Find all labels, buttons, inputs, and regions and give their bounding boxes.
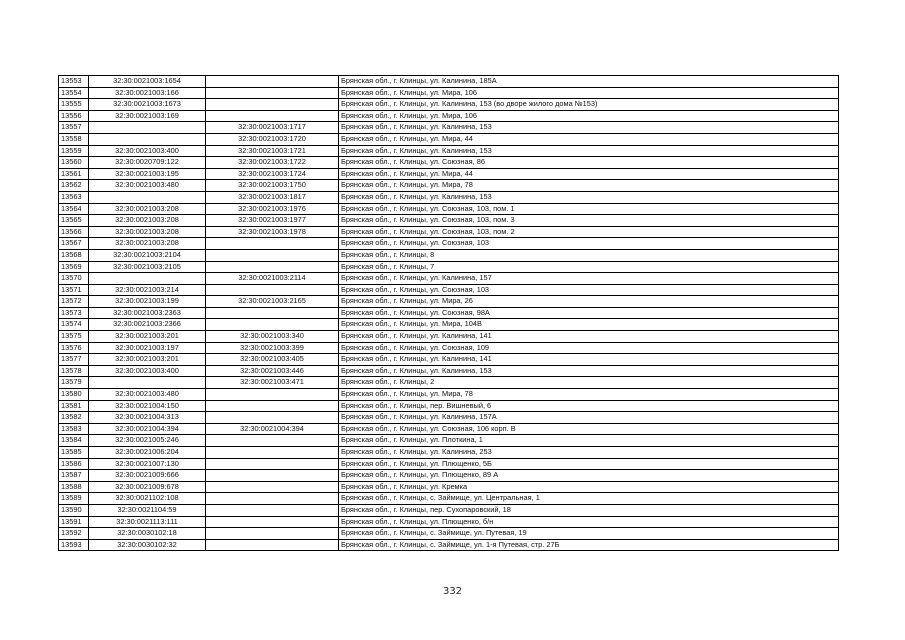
row-number-cell: 13569 xyxy=(59,261,89,273)
related-cadastral-number-cell xyxy=(206,76,339,88)
row-number-cell: 13592 xyxy=(59,528,89,540)
table-row xyxy=(59,191,839,203)
table-row xyxy=(59,458,839,470)
table-row xyxy=(59,481,839,493)
related-cadastral-number-cell: 32:30:0021003:399 xyxy=(206,342,339,354)
table-row xyxy=(59,342,839,354)
cadastral-number-cell: 32:30:0030102:18 xyxy=(89,528,206,540)
row-number-cell: 13567 xyxy=(59,238,89,250)
address-cell: Брянская обл., г. Клинцы, ул. Плющенко, б/н xyxy=(339,516,839,528)
related-cadastral-number-cell: 32:30:0021003:1978 xyxy=(206,226,339,238)
address-cell: Брянская обл., г. Клинцы, ул. Мира, 44 xyxy=(339,168,839,180)
table-row xyxy=(59,180,839,192)
table-row xyxy=(59,238,839,250)
row-number-cell: 13590 xyxy=(59,504,89,516)
row-number-cell: 13582 xyxy=(59,412,89,424)
related-cadastral-number-cell: 32:30:0021003:1721 xyxy=(206,145,339,157)
address-cell: Брянская обл., г. Клинцы, ул. Кремка xyxy=(339,481,839,493)
row-number-cell: 13558 xyxy=(59,133,89,145)
cadastral-number-cell: 32:30:0021009:678 xyxy=(89,481,206,493)
cadastral-number-cell: 32:30:0021113:111 xyxy=(89,516,206,528)
table-row xyxy=(59,157,839,169)
address-cell: Брянская обл., г. Клинцы, 8 xyxy=(339,249,839,261)
row-number-cell: 13564 xyxy=(59,203,89,215)
cadastral-number-cell: 32:30:0021003:199 xyxy=(89,296,206,308)
related-cadastral-number-cell xyxy=(206,400,339,412)
related-cadastral-number-cell xyxy=(206,110,339,122)
related-cadastral-number-cell xyxy=(206,389,339,401)
table-row xyxy=(59,226,839,238)
related-cadastral-number-cell xyxy=(206,99,339,111)
address-cell: Брянская обл., г. Клинцы, ул. Союзная, 103, пом. 1 xyxy=(339,203,839,215)
table-row xyxy=(59,516,839,528)
cadastral-number-cell: 32:30:0021006:204 xyxy=(89,447,206,459)
table-row xyxy=(59,389,839,401)
row-number-cell: 13576 xyxy=(59,342,89,354)
address-cell: Брянская обл., г. Клинцы, ул. Союзная, 98А xyxy=(339,307,839,319)
cadastral-number-cell: 32:30:0021003:2104 xyxy=(89,249,206,261)
row-number-cell: 13559 xyxy=(59,145,89,157)
address-cell: Брянская обл., г. Клинцы, ул. Мира, 44 xyxy=(339,133,839,145)
row-number-cell: 13585 xyxy=(59,447,89,459)
related-cadastral-number-cell xyxy=(206,319,339,331)
related-cadastral-number-cell xyxy=(206,493,339,505)
registry-table-body xyxy=(59,76,839,551)
address-cell: Брянская обл., г. Клинцы, 7 xyxy=(339,261,839,273)
table-row xyxy=(59,296,839,308)
address-cell: Брянская обл., г. Клинцы, ул. Мира, 78 xyxy=(339,180,839,192)
cadastral-number-cell: 32:30:0021003:480 xyxy=(89,180,206,192)
address-cell: Брянская обл., г. Клинцы, с. Займище, ул. 1-я Путевая, стр. 27Б xyxy=(339,539,839,551)
related-cadastral-number-cell xyxy=(206,238,339,250)
address-cell: Брянская обл., г. Клинцы, с. Займище, ул. Путевая, 19 xyxy=(339,528,839,540)
cadastral-number-cell xyxy=(89,191,206,203)
table-row xyxy=(59,539,839,551)
address-cell: Брянская обл., г. Клинцы, ул. Союзная, 103 xyxy=(339,238,839,250)
cadastral-number-cell: 32:30:0021003:208 xyxy=(89,238,206,250)
related-cadastral-number-cell xyxy=(206,447,339,459)
table-row xyxy=(59,447,839,459)
table-row xyxy=(59,133,839,145)
related-cadastral-number-cell: 32:30:0021003:1976 xyxy=(206,203,339,215)
row-number-cell: 13574 xyxy=(59,319,89,331)
table-row xyxy=(59,99,839,111)
registry-sheet xyxy=(58,75,839,551)
table-row xyxy=(59,110,839,122)
related-cadastral-number-cell: 32:30:0021003:340 xyxy=(206,331,339,343)
address-cell: Брянская обл., г. Клинцы, ул. Калинина, 153 xyxy=(339,365,839,377)
table-row xyxy=(59,423,839,435)
related-cadastral-number-cell: 32:30:0021003:471 xyxy=(206,377,339,389)
cadastral-number-cell: 32:30:0021003:400 xyxy=(89,365,206,377)
related-cadastral-number-cell: 32:30:0021003:1817 xyxy=(206,191,339,203)
row-number-cell: 13589 xyxy=(59,493,89,505)
address-cell: Брянская обл., г. Клинцы, ул. Союзная, 103 xyxy=(339,284,839,296)
address-cell: Брянская обл., г. Клинцы, ул. Калинина, 157 xyxy=(339,273,839,285)
page-number: 332 xyxy=(442,586,463,597)
cadastral-number-cell: 32:30:0021104:59 xyxy=(89,504,206,516)
row-number-cell: 13573 xyxy=(59,307,89,319)
row-number-cell: 13557 xyxy=(59,122,89,134)
table-row xyxy=(59,504,839,516)
cadastral-number-cell: 32:30:0021003:2105 xyxy=(89,261,206,273)
related-cadastral-number-cell xyxy=(206,435,339,447)
related-cadastral-number-cell: 32:30:0021004:394 xyxy=(206,423,339,435)
related-cadastral-number-cell xyxy=(206,261,339,273)
related-cadastral-number-cell xyxy=(206,284,339,296)
address-cell: Брянская обл., г. Клинцы, ул. Мира, 26 xyxy=(339,296,839,308)
table-row xyxy=(59,412,839,424)
address-cell: Брянская обл., г. Клинцы, ул. Мира, 78 xyxy=(339,389,839,401)
related-cadastral-number-cell xyxy=(206,539,339,551)
table-row xyxy=(59,249,839,261)
related-cadastral-number-cell xyxy=(206,307,339,319)
cadastral-number-cell: 32:30:0021003:214 xyxy=(89,284,206,296)
cadastral-number-cell: 32:30:0021003:166 xyxy=(89,87,206,99)
address-cell: Брянская обл., г. Клинцы, пер. Сухопаровский, 18 xyxy=(339,504,839,516)
table-row xyxy=(59,215,839,227)
cadastral-number-cell: 32:30:0021007:130 xyxy=(89,458,206,470)
table-row xyxy=(59,307,839,319)
address-cell: Брянская обл., г. Клинцы, ул. Калинина, 153 xyxy=(339,122,839,134)
address-cell: Брянская обл., г. Клинцы, ул. Союзная, 86 xyxy=(339,157,839,169)
related-cadastral-number-cell: 32:30:0021003:446 xyxy=(206,365,339,377)
cadastral-number-cell: 32:30:0021003:2366 xyxy=(89,319,206,331)
cadastral-number-cell xyxy=(89,273,206,285)
address-cell: Брянская обл., г. Клинцы, ул. Плющенко, 5Б xyxy=(339,458,839,470)
table-row xyxy=(59,377,839,389)
related-cadastral-number-cell xyxy=(206,504,339,516)
row-number-cell: 13554 xyxy=(59,87,89,99)
cadastral-number-cell: 32:30:0020709:122 xyxy=(89,157,206,169)
related-cadastral-number-cell: 32:30:0021003:1977 xyxy=(206,215,339,227)
row-number-cell: 13591 xyxy=(59,516,89,528)
related-cadastral-number-cell xyxy=(206,249,339,261)
row-number-cell: 13593 xyxy=(59,539,89,551)
address-cell: Брянская обл., г. Клинцы, ул. Плоткина, 1 xyxy=(339,435,839,447)
address-cell: Брянская обл., г. Клинцы, ул. Калинина, 141 xyxy=(339,354,839,366)
row-number-cell: 13577 xyxy=(59,354,89,366)
table-row xyxy=(59,435,839,447)
address-cell: Брянская обл., г. Клинцы, ул. Калинина, 141 xyxy=(339,331,839,343)
related-cadastral-number-cell xyxy=(206,516,339,528)
table-row xyxy=(59,76,839,88)
cadastral-number-cell xyxy=(89,377,206,389)
row-number-cell: 13578 xyxy=(59,365,89,377)
cadastral-number-cell xyxy=(89,122,206,134)
related-cadastral-number-cell xyxy=(206,458,339,470)
row-number-cell: 13570 xyxy=(59,273,89,285)
table-row xyxy=(59,470,839,482)
address-cell: Брянская обл., г. Клинцы, пер. Вишневый, 6 xyxy=(339,400,839,412)
cadastral-number-cell: 32:30:0021009:666 xyxy=(89,470,206,482)
table-row xyxy=(59,493,839,505)
related-cadastral-number-cell: 32:30:0021003:2114 xyxy=(206,273,339,285)
address-cell: Брянская обл., г. Клинцы, ул. Союзная, 103, пом. 2 xyxy=(339,226,839,238)
address-cell: Брянская обл., г. Клинцы, ул. Калинина, 153 xyxy=(339,145,839,157)
row-number-cell: 13562 xyxy=(59,180,89,192)
table-row xyxy=(59,145,839,157)
cadastral-number-cell: 32:30:0021003:208 xyxy=(89,203,206,215)
row-number-cell: 13584 xyxy=(59,435,89,447)
related-cadastral-number-cell: 32:30:0021003:405 xyxy=(206,354,339,366)
table-row xyxy=(59,273,839,285)
row-number-cell: 13560 xyxy=(59,157,89,169)
cadastral-number-cell: 32:30:0021003:201 xyxy=(89,354,206,366)
cadastral-number-cell: 32:30:0021003:208 xyxy=(89,215,206,227)
address-cell: Брянская обл., г. Клинцы, ул. Союзная, 106 корп. В xyxy=(339,423,839,435)
row-number-cell: 13561 xyxy=(59,168,89,180)
related-cadastral-number-cell: 32:30:0021003:1720 xyxy=(206,133,339,145)
address-cell: Брянская обл., г. Клинцы, ул. Союзная, 103, пом. 3 xyxy=(339,215,839,227)
row-number-cell: 13571 xyxy=(59,284,89,296)
table-row xyxy=(59,168,839,180)
row-number-cell: 13568 xyxy=(59,249,89,261)
row-number-cell: 13588 xyxy=(59,481,89,493)
cadastral-number-cell: 32:30:0021003:480 xyxy=(89,389,206,401)
address-cell: Брянская обл., г. Клинцы, ул. Калинина, 153 (во дворе жилого дома №153) xyxy=(339,99,839,111)
row-number-cell: 13555 xyxy=(59,99,89,111)
address-cell: Брянская обл., г. Клинцы, с. Займище, ул. Центральная, 1 xyxy=(339,493,839,505)
cadastral-number-cell: 32:30:0021003:2363 xyxy=(89,307,206,319)
row-number-cell: 13581 xyxy=(59,400,89,412)
registry-table xyxy=(58,75,839,551)
address-cell: Брянская обл., г. Клинцы, ул. Союзная, 109 xyxy=(339,342,839,354)
related-cadastral-number-cell: 32:30:0021003:1717 xyxy=(206,122,339,134)
table-row xyxy=(59,122,839,134)
table-row xyxy=(59,203,839,215)
row-number-cell: 13580 xyxy=(59,389,89,401)
cadastral-number-cell: 32:30:0021004:150 xyxy=(89,400,206,412)
table-row xyxy=(59,400,839,412)
cadastral-number-cell: 32:30:0021003:197 xyxy=(89,342,206,354)
cadastral-number-cell xyxy=(89,133,206,145)
row-number-cell: 13565 xyxy=(59,215,89,227)
table-row xyxy=(59,354,839,366)
related-cadastral-number-cell xyxy=(206,470,339,482)
cadastral-number-cell: 32:30:0021004:394 xyxy=(89,423,206,435)
row-number-cell: 13583 xyxy=(59,423,89,435)
address-cell: Брянская обл., г. Клинцы, ул. Калинина, 253 xyxy=(339,447,839,459)
address-cell: Брянская обл., г. Клинцы, ул. Калинина, 157А xyxy=(339,412,839,424)
cadastral-number-cell: 32:30:0021003:208 xyxy=(89,226,206,238)
row-number-cell: 13572 xyxy=(59,296,89,308)
address-cell: Брянская обл., г. Клинцы, ул. Калинина, 153 xyxy=(339,191,839,203)
cadastral-number-cell: 32:30:0021003:195 xyxy=(89,168,206,180)
table-row xyxy=(59,319,839,331)
row-number-cell: 13586 xyxy=(59,458,89,470)
table-row xyxy=(59,365,839,377)
table-row xyxy=(59,261,839,273)
address-cell: Брянская обл., г. Клинцы, ул. Мира, 106 xyxy=(339,110,839,122)
row-number-cell: 13556 xyxy=(59,110,89,122)
cadastral-number-cell: 32:30:0021004:313 xyxy=(89,412,206,424)
address-cell: Брянская обл., г. Клинцы, ул. Мира, 106 xyxy=(339,87,839,99)
row-number-cell: 13575 xyxy=(59,331,89,343)
related-cadastral-number-cell xyxy=(206,412,339,424)
related-cadastral-number-cell xyxy=(206,528,339,540)
related-cadastral-number-cell xyxy=(206,481,339,493)
table-row xyxy=(59,331,839,343)
row-number-cell: 13566 xyxy=(59,226,89,238)
address-cell: Брянская обл., г. Клинцы, ул. Мира, 104В xyxy=(339,319,839,331)
cadastral-number-cell: 32:30:0021003:1654 xyxy=(89,76,206,88)
table-row xyxy=(59,528,839,540)
related-cadastral-number-cell: 32:30:0021003:2165 xyxy=(206,296,339,308)
row-number-cell: 13579 xyxy=(59,377,89,389)
cadastral-number-cell: 32:30:0030102:32 xyxy=(89,539,206,551)
related-cadastral-number-cell: 32:30:0021003:1724 xyxy=(206,168,339,180)
cadastral-number-cell: 32:30:0021003:169 xyxy=(89,110,206,122)
related-cadastral-number-cell: 32:30:0021003:1722 xyxy=(206,157,339,169)
cadastral-number-cell: 32:30:0021003:1673 xyxy=(89,99,206,111)
row-number-cell: 13553 xyxy=(59,76,89,88)
cadastral-number-cell: 32:30:0021003:400 xyxy=(89,145,206,157)
address-cell: Брянская обл., г. Клинцы, ул. Плющенко, 89 А xyxy=(339,470,839,482)
table-row xyxy=(59,87,839,99)
related-cadastral-number-cell xyxy=(206,87,339,99)
related-cadastral-number-cell: 32:30:0021003:1750 xyxy=(206,180,339,192)
row-number-cell: 13587 xyxy=(59,470,89,482)
cadastral-number-cell: 32:30:0021005:246 xyxy=(89,435,206,447)
address-cell: Брянская обл., г. Клинцы, ул. Калинина, 185А xyxy=(339,76,839,88)
table-row xyxy=(59,284,839,296)
address-cell: Брянская обл., г. Клинцы, 2 xyxy=(339,377,839,389)
row-number-cell: 13563 xyxy=(59,191,89,203)
cadastral-number-cell: 32:30:0021003:201 xyxy=(89,331,206,343)
cadastral-number-cell: 32:30:0021102:108 xyxy=(89,493,206,505)
